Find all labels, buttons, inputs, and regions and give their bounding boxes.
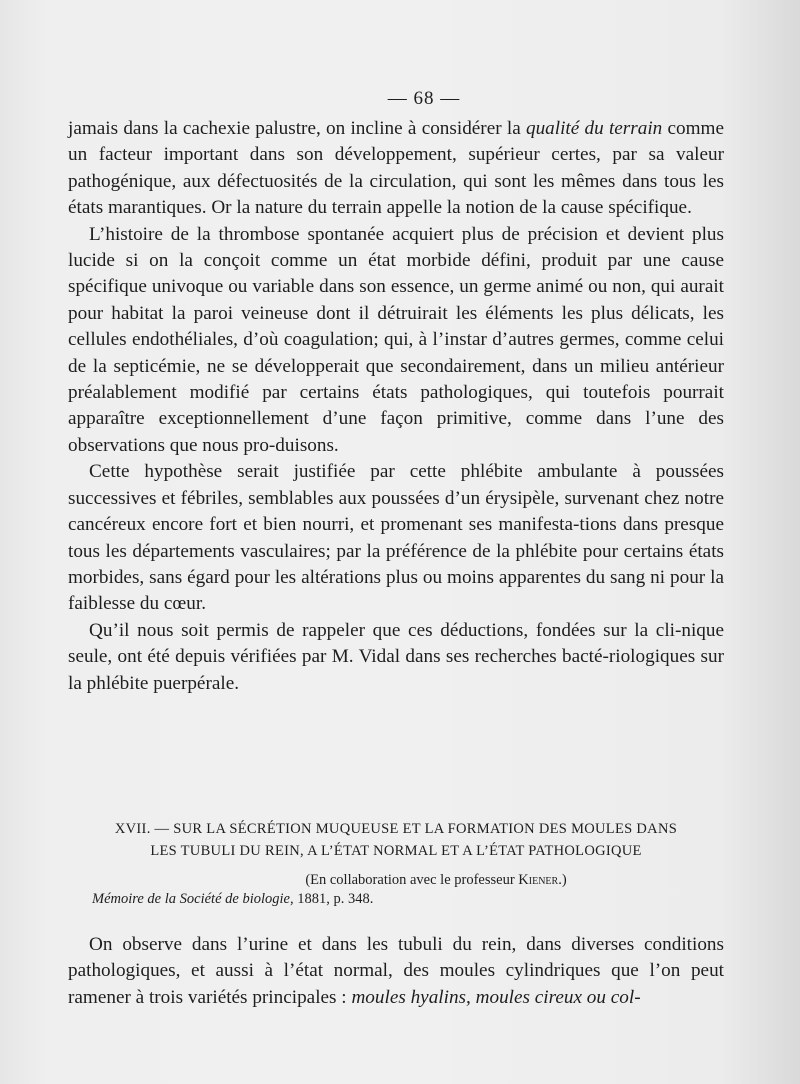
collab-prefix: (En collaboration avec le professeur <box>305 872 519 888</box>
paragraph-1-text: jamais dans la cachexie palustre, on incline à considérer la <box>68 118 526 139</box>
main-text <box>68 116 724 697</box>
page-number: — 68 — <box>387 88 461 109</box>
paragraph-1-text-end: comme un facteur important dans son développement, supérieur certes, par sa valeur pathogénique, aux défectuosités de la circulation, qui sont les mêmes dans tous les états marantiques. Or la nature du terrain appelle la notion de la cause spécifique. <box>68 118 724 219</box>
section-heading-line-2: LES TUBULI DU REIN, A L’ÉTAT NORMAL ET A L’ÉTAT PATHOLOGIQUE <box>150 843 642 859</box>
collab-suffix: .) <box>558 872 567 888</box>
paragraph-5-italic: moules hyalins, moules cireux ou col- <box>351 986 641 1008</box>
paragraph-1-italic: qualité du terrain <box>525 118 663 139</box>
paragraph-2: L’histoire de la thrombose spontanée acquiert plus de précision et devient plus lucide si on la conçoit comme un état morbide défini, produit par une cause spécifique univoque ou variable dans son essence, un germe animé ou non, qui aurait pour habitat la paroi veineuse dont il détruirait les éléments les plus délicats, les cellules endothéliales, d’où coagulation; qui, à l’instar d’autres germes, comme celui de la septicémie, ne se développerait que secondairement, dans un milieu antérieur préalablement modifié par certains états pathologiques, qui toutefois pourrait apparaître exceptionnellement d’une façon primitive, comme dans l’une des observations que nous pro-duisons. <box>68 223 724 456</box>
collaboration-note <box>68 872 724 889</box>
memoire-title: Mémoire de la Société de biologie <box>92 891 290 907</box>
section-text <box>68 932 724 1011</box>
paragraph-5-text: On observe dans l’urine et dans les tubuli du rein, dans diverses conditions pathologiques, et aussi à l’état normal, des moules cylindriques que l’on peut ramener à trois variétés principales : <box>68 934 724 1008</box>
paragraph-5 <box>68 932 724 1011</box>
memoire-citation <box>92 891 373 908</box>
collab-name: Kiener <box>518 872 559 888</box>
paragraph-1 <box>68 116 724 222</box>
section-heading-line-1: XVII. — SUR LA SÉCRÉTION MUQUEUSE ET LA FORMATION DES MOULES DANS <box>114 821 678 837</box>
section-heading <box>68 818 724 862</box>
paragraph-3: Cette hypothèse serait justifiée par cette phlébite ambulante à poussées successives et fébriles, semblables aux poussées d’un érysipèle, survenant chez notre cancéreux encore fort et bien nourri, et promenant ses manifesta-tions dans presque tous les départements vasculaires; par la préférence de la phlébite pour certains états morbides, sans égard pour les altérations plus ou moins apparentes du sang ni pour la faiblesse du cœur. <box>68 461 724 615</box>
paragraph-4: Qu’il nous soit permis de rappeler que ces déductions, fondées sur la cli-nique seule, ont été depuis vérifiées par M. Vidal dans ses recherches bacté-riologiques sur la phlébite puerpérale. <box>68 619 724 694</box>
memoire-details: , 1881, p. 348. <box>289 891 374 907</box>
